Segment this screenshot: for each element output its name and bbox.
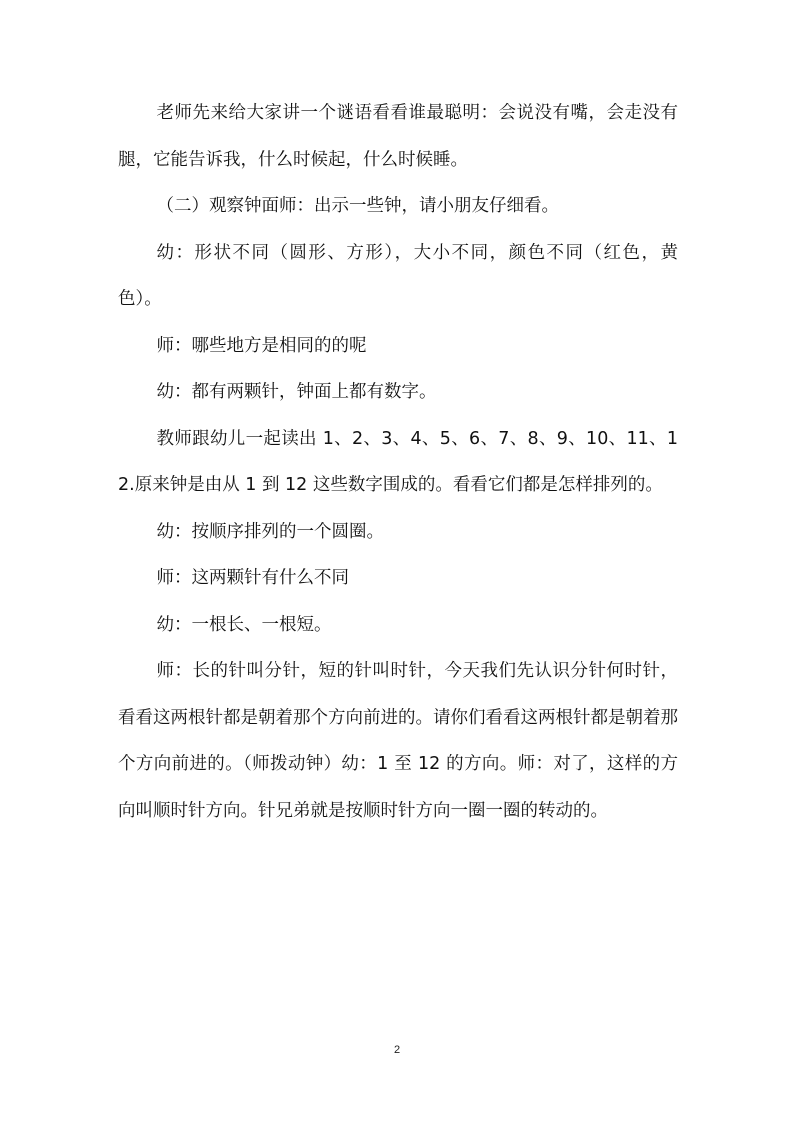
paragraph-reading-numbers: 教师跟幼儿一起读出 1、2、3、4、5、6、7、8、9、10、11、12.原来钟是由从 1 到 12 这些数字围成的。看看它们都是怎样排列的。 xyxy=(118,428,678,495)
paragraph-child-answer-circle: 幼：按顺序排列的一个圆圈。 xyxy=(156,521,384,542)
paragraph-child-answer-length: 幼：一根长、一根短。 xyxy=(156,614,332,635)
paragraph-observe-clock: （二）观察钟面师：出示一些钟，请小朋友仔细看。 xyxy=(156,196,559,216)
paragraph-teacher-question-hands: 师：这两颗针有什么不同 xyxy=(156,568,349,588)
paragraph-teacher-question-same: 师：哪些地方是相同的的呢 xyxy=(156,335,367,356)
paragraph-differences: 幼：形状不同（圆形、方形），大小不同，颜色不同（红色，黄色）。 xyxy=(118,242,678,309)
paragraph-clockwise-explanation: 师：长的针叫分针，短的针叫时针，今天我们先认识分针何时针，看看这两根针都是朝着那个方向前进的。请你们看看这两根针都是朝着那个方向前进的。（师拨动钟）幼：1 至 12 的方向。师：对了，这样的方向叫顺时针方向。针兄弟就是按顺时针方向一圈一圈的转动的。 xyxy=(118,661,678,821)
paragraph-riddle: 老师先来给大家讲一个谜语看看谁最聪明：会说没有嘴，会走没有腿，它能告诉我，什么时候起，什么时候睡。 xyxy=(118,103,678,170)
paragraph-child-answer-hands: 幼：都有两颗针，钟面上都有数字。 xyxy=(156,382,437,402)
document-body xyxy=(118,90,678,834)
page-number: 2 xyxy=(393,1044,401,1056)
